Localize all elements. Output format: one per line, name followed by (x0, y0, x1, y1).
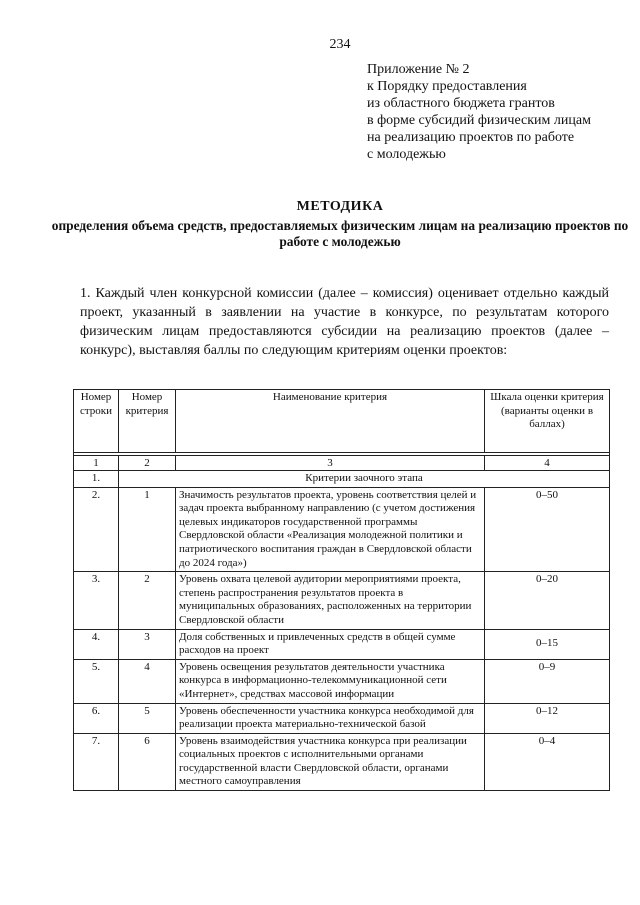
document-subtitle: определения объема средств, предоставляемых физическим лицам на реализацию проектов по работе с молодежью (51, 218, 629, 249)
column-number: 3 (176, 456, 485, 471)
header-score-scale: Шкала оценки критерия (варианты оценки в баллах) (485, 390, 610, 453)
table-row (74, 703, 610, 733)
criterion-score: 0–20 (485, 572, 610, 629)
criterion-number: 6 (119, 733, 176, 790)
document-title: МЕТОДИКА (296, 199, 384, 214)
appendix-line: в форме субсидий физическим лицам (367, 113, 591, 128)
criterion-number: 1 (119, 487, 176, 572)
table-header-row (74, 390, 610, 453)
section-row-number: 1. (74, 471, 119, 488)
header-row-number: Номер строки (74, 390, 119, 453)
column-number: 2 (119, 456, 176, 471)
table-row (74, 733, 610, 790)
criterion-score: 0–50 (485, 487, 610, 572)
appendix-line: с молодежью (367, 147, 446, 162)
intro-paragraph: 1. Каждый член конкурсной комиссии (далее – комиссия) оценивает отдельно каждый проект, указанный в заявлении на участие в конкурсе, по результатам которого физическим лицам предоставляются субсидии на реализацию проектов (далее – конкурс), выставляя баллы по следующим критериям оценки проектов: (80, 286, 609, 358)
column-number: 4 (485, 456, 610, 471)
criterion-number: 4 (119, 659, 176, 703)
criterion-name: Уровень освещения результатов деятельности участника конкурса в информационно-телекоммуникационной сети «Интернет», средствах массовой информации (176, 659, 485, 703)
page-number: 234 (329, 37, 351, 52)
appendix-line: к Порядку предоставления (367, 79, 527, 94)
appendix-header (367, 61, 591, 163)
criterion-name: Доля собственных и привлеченных средств в общей сумме расходов на проект (176, 629, 485, 659)
criteria-table (73, 389, 610, 791)
criterion-number: 2 (119, 572, 176, 629)
header-criterion-name: Наименование критерия (176, 390, 485, 453)
criterion-score: 0–12 (485, 703, 610, 733)
table-row (74, 487, 610, 572)
criterion-score: 0–4 (485, 733, 610, 790)
criterion-number: 5 (119, 703, 176, 733)
appendix-line: из областного бюджета грантов (367, 96, 555, 111)
row-number: 3. (74, 572, 119, 629)
row-number: 5. (74, 659, 119, 703)
section-row (74, 471, 610, 488)
section-label: Критерии заочного этапа (119, 471, 610, 488)
table-row (74, 629, 610, 659)
header-criterion-number: Номер критерия (119, 390, 176, 453)
criterion-number: 3 (119, 629, 176, 659)
criterion-name: Уровень обеспеченности участника конкурса необходимой для реализации проекта материально-технической базой (176, 703, 485, 733)
criterion-name: Уровень взаимодействия участника конкурса при реализации социальных проектов с исполнительными органами государственной власти Свердловской области, органами местного самоуправления (176, 733, 485, 790)
row-number: 7. (74, 733, 119, 790)
table-row (74, 572, 610, 629)
row-number: 4. (74, 629, 119, 659)
row-number: 2. (74, 487, 119, 572)
criterion-score: 0–9 (485, 659, 610, 703)
table-row (74, 659, 610, 703)
criterion-score: 0–15 (485, 629, 610, 659)
criterion-name: Значимость результатов проекта, уровень соответствия целей и задач проекта выбранному направлению (с учетом достижения целевых индикаторов государственной программы Свердловской области «Реализация молодежной политики и патриотического воспитания граждан в Свердловской области до 2024 года») (176, 487, 485, 572)
column-number: 1 (74, 456, 119, 471)
row-number: 6. (74, 703, 119, 733)
column-number-row (74, 456, 610, 471)
appendix-line: Приложение № 2 (367, 62, 470, 77)
appendix-line: на реализацию проектов по работе (367, 130, 575, 145)
criterion-name: Уровень охвата целевой аудитории мероприятиями проекта, степень распространения результатов проекта в муниципальных образованиях, расположенных на территории Свердловской области (176, 572, 485, 629)
